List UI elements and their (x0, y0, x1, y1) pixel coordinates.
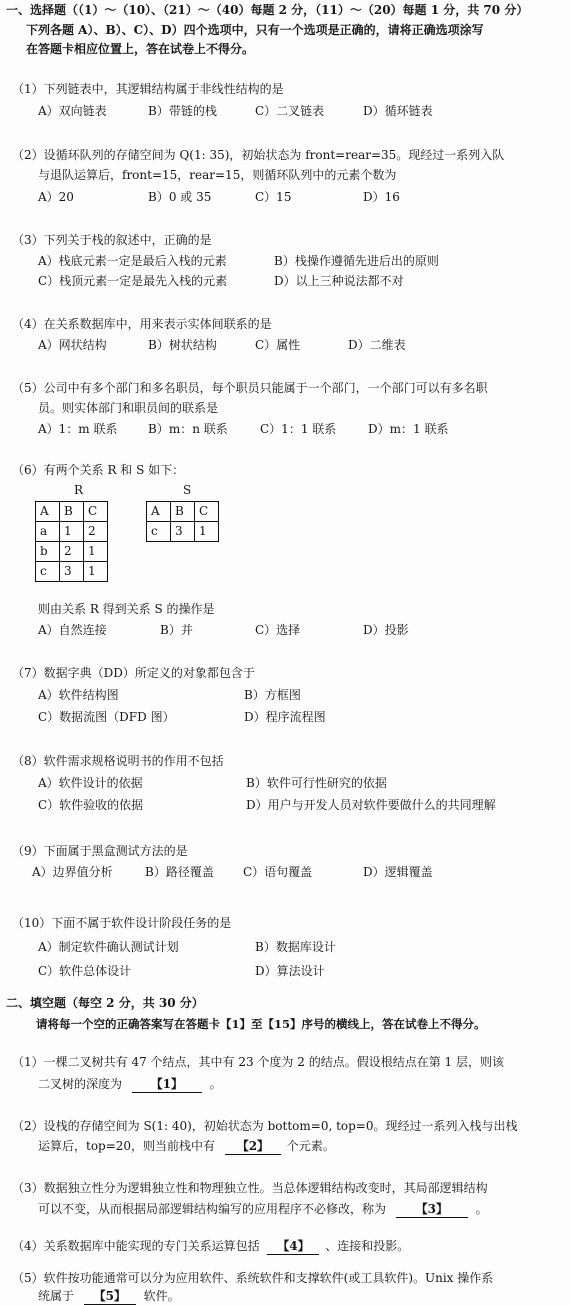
fill-q3-end: 。 (475, 1202, 488, 1216)
table-cell: A (36, 502, 60, 522)
table-cell: 1 (195, 522, 219, 542)
q6-option-d: D）投影 (363, 623, 409, 637)
table-row (147, 522, 219, 542)
table-cell: 1 (84, 542, 108, 562)
table-row (36, 542, 108, 562)
table-cell: 2 (84, 522, 108, 542)
table-cell: c (147, 522, 171, 542)
fill-q5-text: 统属于 (38, 1289, 75, 1303)
fill-q2-blank: 【2】 (225, 1138, 281, 1155)
q9-option-d: D）逻辑覆盖 (363, 865, 433, 879)
q10-option-b: B）数据库设计 (255, 940, 336, 954)
q4-option-d: D）二维表 (348, 338, 406, 352)
q2-option-d: D）16 (363, 190, 400, 204)
fill-q5-line1: （5）软件按功能通常可以分为应用软件、系统软件和支撑软件(或工具软件)。Unix 操作系 (12, 1271, 494, 1285)
q8-stem: （8）软件需求规格说明书的作用不包括 (12, 754, 224, 768)
fill-q3-text: 可以不变，从而根据局部逻辑结构编写的应用程序不必修改，称为 (38, 1202, 387, 1216)
q1-option-c: C）二叉链表 (255, 104, 325, 118)
table-cell: B (60, 502, 84, 522)
q10-option-d: D）算法设计 (255, 964, 325, 978)
q9-option-a: A）边界值分析 (32, 865, 113, 879)
q7-option-a: A）软件结构图 (38, 688, 119, 702)
q3-stem: （3）下列关于栈的叙述中，正确的是 (12, 233, 212, 247)
q8-option-a: A）软件设计的依据 (38, 776, 143, 790)
q4-option-c: C）属性 (255, 338, 301, 352)
section1-instruction-2: 在答题卡相应位置上，答在试卷上不得分。 (26, 42, 255, 56)
table-cell: C (195, 502, 219, 522)
q4-stem: （4）在关系数据库中，用来表示实体间联系的是 (12, 317, 272, 331)
table-cell: A (147, 502, 171, 522)
table-row (36, 562, 108, 582)
q8-option-c: C）软件验收的依据 (38, 798, 144, 812)
fill-q4-line (12, 1238, 409, 1255)
fill-q2-line2 (38, 1138, 335, 1155)
q1-option-d: D）循环链表 (363, 104, 433, 118)
fill-q1-blank: 【1】 (132, 1076, 202, 1093)
fill-q5-line2 (38, 1288, 180, 1305)
q1-stem: （1）下列链表中，其逻辑结构属于非线性结构的是 (12, 82, 284, 96)
q6-option-c: C）选择 (255, 623, 301, 637)
q4-option-a: A）网状结构 (38, 338, 107, 352)
q7-option-c: C）数据流图（DFD 图） (38, 710, 175, 724)
fill-q3-line2 (38, 1201, 488, 1218)
fill-q5-blank: 【5】 (84, 1288, 136, 1305)
q5-stem-line1: （5）公司中有多个部门和多名职员，每个职员只能属于一个部门，一个部门可以有多名职 (12, 381, 488, 395)
q3-option-a: A）栈底元素一定是最后入栈的元素 (38, 254, 227, 268)
section1-heading: 一、选择题（（1）～（10）、（21）～（40）每题 2 分，（11）～（20）每题 1 分，共 70 分） (6, 3, 529, 17)
q9-option-b: B）路径覆盖 (145, 865, 214, 879)
table-cell: 1 (84, 562, 108, 582)
table-cell: 1 (60, 522, 84, 542)
table-cell: c (36, 562, 60, 582)
table-cell: 3 (171, 522, 195, 542)
fill-q5-end: 软件。 (143, 1289, 180, 1303)
q10-option-a: A）制定软件确认测试计划 (38, 940, 179, 954)
fill-q4-end: 、连接和投影。 (325, 1239, 410, 1253)
q5-option-a: A）1：m 联系 (38, 422, 118, 436)
fill-q1-text: 二叉树的深度为 (38, 1077, 123, 1091)
table-cell: b (36, 542, 60, 562)
q6-option-a: A）自然连接 (38, 623, 107, 637)
fill-q2-text: 运算后，top=20，则当前栈中有 (38, 1139, 216, 1153)
q1-option-a: A）双向链表 (38, 104, 107, 118)
q5-option-d: D）m：1 联系 (368, 422, 449, 436)
q8-option-d: D）用户与开发人员对软件要做什么的共同理解 (246, 798, 496, 812)
fill-q2-line1: （2）设栈的存储空间为 S(1: 40)，初始状态为 bottom=0, top=0。现经过一系列入栈与出栈 (12, 1119, 518, 1133)
table-cell: C (84, 502, 108, 522)
q7-option-d: D）程序流程图 (244, 710, 326, 724)
q7-option-b: B）方框图 (244, 688, 301, 702)
relation-r-title: R (74, 483, 84, 497)
table-row (36, 502, 108, 522)
fill-q3-line1: （3）数据独立性分为逻辑独立性和物理独立性。当总体逻辑结构改变时，其局部逻辑结构 (12, 1181, 488, 1195)
q2-option-b: B）0 或 35 (148, 190, 212, 204)
q5-option-b: B）m：n 联系 (148, 422, 228, 436)
q6-option-b: B）并 (160, 623, 193, 637)
q10-stem: （10）下面不属于软件设计阶段任务的是 (12, 916, 232, 930)
table-cell: a (36, 522, 60, 542)
q7-stem: （7）数据字典（DD）所定义的对象都包含于 (12, 666, 255, 680)
q4-option-b: B）树状结构 (148, 338, 217, 352)
fill-q1-line1: （1）一棵二叉树共有 47 个结点，其中有 23 个度为 2 的结点。假设根结点在第 1 层，则该 (12, 1055, 504, 1069)
q1-option-b: B）带链的栈 (148, 104, 217, 118)
section1-instruction: 下列各题 A）、B）、C）、D）四个选项中，只有一个选项是正确的，请将正确选项涂写 (26, 23, 484, 37)
fill-q4-blank: 【4】 (267, 1238, 319, 1255)
q5-option-c: C）1：1 联系 (260, 422, 337, 436)
relation-s-table (146, 501, 219, 542)
q3-option-b: B）栈操作遵循先进后出的原则 (274, 254, 439, 268)
q2-stem-line2: 与退队运算后，front=15，rear=15，则循环队列中的元素个数为 (38, 168, 397, 182)
q9-stem: （9）下面属于黑盒测试方法的是 (12, 844, 188, 858)
relation-r-table (35, 501, 108, 582)
q3-option-c: C）栈顶元素一定是最先入栈的元素 (38, 274, 228, 288)
q2-option-c: C）15 (255, 190, 292, 204)
fill-q1-end: 。 (209, 1077, 222, 1091)
table-cell: 3 (60, 562, 84, 582)
relation-s-title: S (183, 483, 192, 497)
q5-stem-line2: 员。则实体部门和职员间的联系是 (38, 401, 219, 415)
q6-follow-up: 则由关系 R 得到关系 S 的操作是 (38, 602, 215, 616)
q6-stem: （6）有两个关系 R 和 S 如下： (12, 463, 185, 477)
section2-heading: 二、填空题（每空 2 分，共 30 分） (6, 996, 204, 1010)
section2-instruction: 请将每一个空的正确答案写在答题卡【1】至【15】序号的横线上，答在试卷上不得分。 (36, 1017, 486, 1031)
table-cell: B (171, 502, 195, 522)
table-row (147, 502, 219, 522)
q8-option-b: B）软件可行性研究的依据 (246, 776, 387, 790)
q9-option-c: C）语句覆盖 (243, 865, 313, 879)
q2-option-a: A）20 (38, 190, 74, 204)
q3-option-d: D）以上三种说法都不对 (274, 274, 404, 288)
q2-stem-line1: （2）设循环队列的存储空间为 Q(1: 35)，初始状态为 front=rear=35。现经过一系列入队 (12, 148, 505, 162)
fill-q1-line2 (38, 1076, 222, 1093)
fill-q3-blank: 【3】 (396, 1201, 468, 1218)
fill-q4-text: （4）关系数据库中能实现的专门关系运算包括 (12, 1239, 260, 1253)
fill-q2-end: 个元素。 (286, 1139, 335, 1153)
table-cell: 2 (60, 542, 84, 562)
q10-option-c: C）软件总体设计 (38, 964, 132, 978)
table-row (36, 522, 108, 542)
